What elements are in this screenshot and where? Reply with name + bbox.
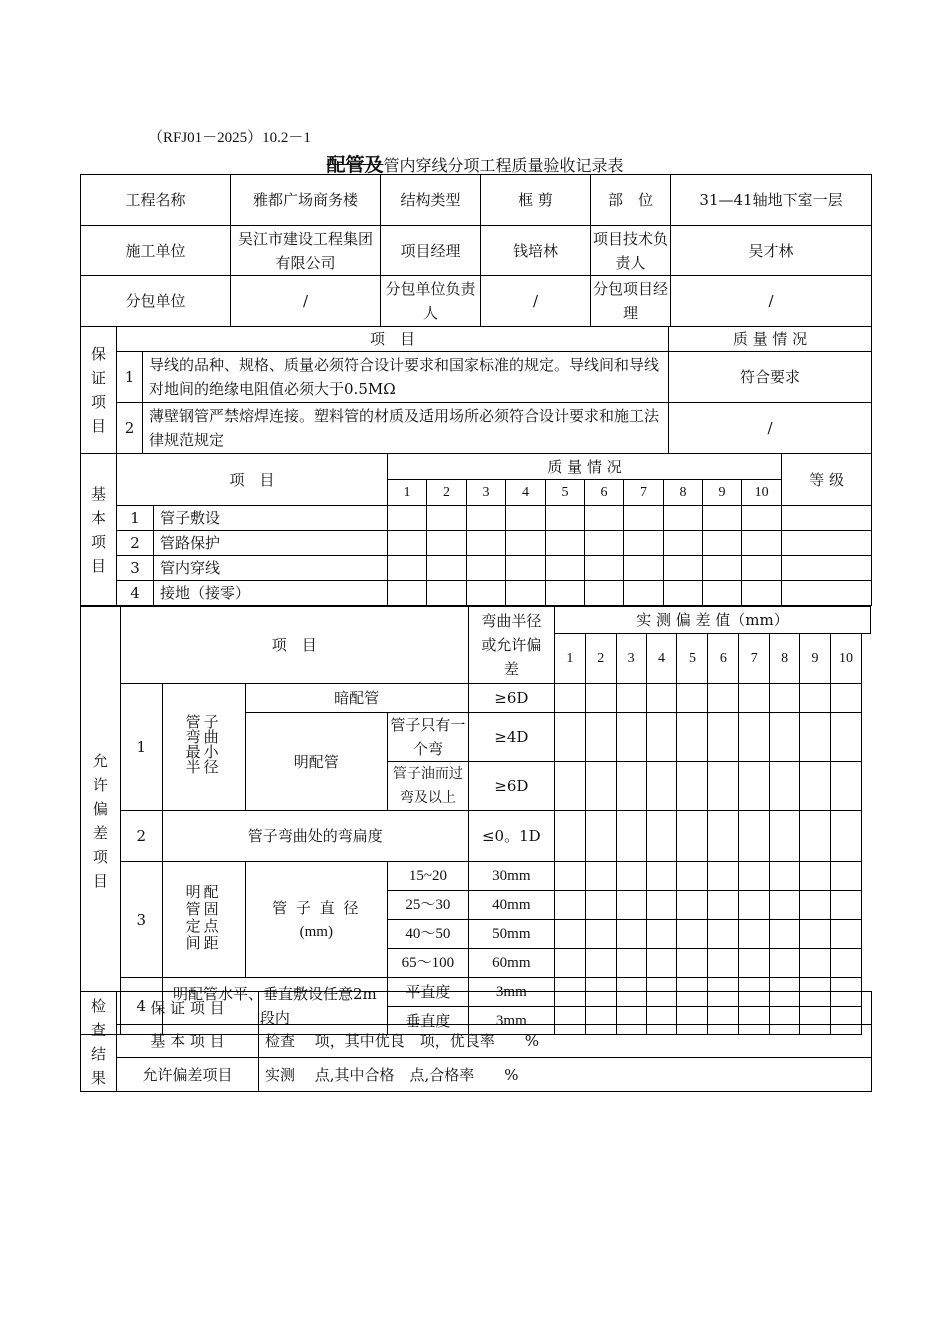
pm: 钱培林 (481, 226, 591, 276)
basic-text: 接地（接零） (154, 581, 388, 606)
dev-r3-range: 15~20 (388, 862, 469, 891)
basic-text: 管路保护 (154, 531, 388, 556)
basic-no: 2 (117, 531, 154, 556)
result-dev-text: 实测 点,其中合格 点,合格率 % (259, 1058, 872, 1092)
basic-col-item: 项 目 (117, 454, 388, 506)
basic-num: 7 (624, 480, 664, 506)
tech: 吴才林 (671, 226, 872, 276)
dev-r1-label: 管子弯曲最小半径 (162, 684, 245, 811)
dev-r4-val: 3mm (468, 978, 554, 1007)
dev-r1-concealed: 暗配管 (245, 684, 468, 713)
guarantee-text: 薄壁钢管严禁熔焊连接。塑料管的材质及适用场所必须符合设计要求和施工法律规范规定 (143, 403, 669, 454)
guarantee-table (80, 326, 872, 454)
basic-no: 4 (117, 581, 154, 606)
dev-num: 1 (554, 634, 585, 684)
structure-label: 结构类型 (381, 175, 481, 226)
basic-col-quality: 质 量 情 况 (388, 454, 782, 480)
dev-num: 7 (739, 634, 770, 684)
page-title (0, 150, 950, 177)
sub-lead-label: 分包单位负责人 (381, 276, 481, 327)
info-table (80, 174, 872, 327)
dev-num: 8 (770, 634, 800, 684)
guarantee-section: 保证项目 (81, 327, 117, 454)
dev-num: 2 (585, 634, 616, 684)
title-rest: 管内穿线分项工程质量验收记录表 (383, 156, 624, 175)
deviation-col-item: 项 目 (120, 607, 468, 684)
dev-r2-val: ≤0。1D (468, 811, 554, 862)
dev-r1-multi-bend-val: ≥6D (468, 762, 554, 811)
dev-r3-val: 40mm (468, 891, 554, 920)
guarantee-result: 符合要求 (669, 352, 872, 403)
result-section: 检查结果 (81, 992, 117, 1092)
dev-r3-val: 30mm (468, 862, 554, 891)
project-name-label: 工程名称 (81, 175, 231, 226)
basic-text: 管内穿线 (154, 556, 388, 581)
dev-num: 5 (677, 634, 708, 684)
dev-r3-val: 60mm (468, 949, 554, 978)
basic-row (81, 531, 872, 556)
basic-row (81, 581, 872, 606)
dev-r1-concealed-val: ≥6D (468, 684, 554, 713)
dev-no: 2 (120, 811, 162, 862)
deviation-section: 允许偏差项目 (81, 607, 121, 1035)
structure: 框 剪 (481, 175, 591, 226)
sub: / (231, 276, 381, 327)
dev-r4-text: 明配管水平、垂直敷设任意2m段内 (162, 978, 387, 1035)
result-dev-label: 允许偏差项目 (117, 1058, 259, 1092)
deviation-table (80, 606, 871, 1035)
guarantee-no: 1 (117, 352, 143, 403)
basic-num: 9 (703, 480, 742, 506)
guarantee-col-quality: 质 量 情 况 (669, 327, 872, 352)
guarantee-result: / (669, 403, 872, 454)
result-table (80, 991, 872, 1092)
dev-r1-exposed: 明配管 (245, 713, 388, 811)
guarantee-text: 导线的品种、规格、质量必须符合设计要求和国家标准的规定。导线间和导线对地间的绝缘电阻值必须大于0.5MΩ (143, 352, 669, 403)
deviation-col-measured: 实 测 偏 差 值（mm） (554, 607, 870, 634)
dev-r4-label: 垂直度 (388, 1007, 469, 1035)
basic-no: 1 (117, 506, 154, 531)
basic-num: 8 (664, 480, 703, 506)
dev-num: 9 (800, 634, 831, 684)
sub-label: 分包单位 (81, 276, 231, 327)
basic-num: 2 (427, 480, 467, 506)
project-name: 雅都广场商务楼 (231, 175, 381, 226)
basic-section: 基本项目 (81, 454, 117, 606)
basic-num: 5 (546, 480, 585, 506)
sub-pm-label: 分包项目经 理 (591, 276, 671, 327)
result-basic-label: 基 本 项 目 (117, 1025, 259, 1058)
dev-r3-range: 65～100 (388, 949, 469, 978)
dev-no: 3 (120, 862, 162, 978)
sub-lead: / (481, 276, 591, 327)
dev-r3-label: 明配管固定点间距 (162, 862, 245, 978)
basic-num: 4 (506, 480, 546, 506)
dev-num: 6 (708, 634, 739, 684)
tech-label: 项目技术负责人 (591, 226, 671, 276)
basic-col-grade: 等 级 (782, 454, 872, 506)
location: 31—41轴地下室一层 (671, 175, 872, 226)
dev-no: 4 (120, 978, 162, 1035)
guarantee-no: 2 (117, 403, 143, 454)
basic-table (80, 453, 872, 606)
guarantee-col-item: 项 目 (117, 327, 669, 352)
dev-r1-one-bend-val: ≥4D (468, 713, 554, 762)
form-code: （RFJ01－2025）10.2－1 (148, 130, 311, 146)
result-guarantee-label: 保 证 项 目 (117, 992, 259, 1025)
pm-label: 项目经理 (381, 226, 481, 276)
basic-num: 6 (585, 480, 624, 506)
dev-r4-label: 平直度 (388, 978, 469, 1007)
dev-num: 4 (646, 634, 677, 684)
basic-num: 10 (742, 480, 782, 506)
contractor-label: 施工单位 (81, 226, 231, 276)
dev-r1-multi-bend: 管子油而过弯及以上 (388, 762, 469, 811)
dev-r2-text: 管子弯曲处的弯扁度 (162, 811, 468, 862)
dev-no: 1 (120, 684, 162, 811)
deviation-col-radius: 弯曲半径或允许偏差 (468, 607, 554, 684)
dev-num: 3 (616, 634, 646, 684)
dev-r4-val: 3mm (468, 1007, 554, 1035)
title-bold: 配管及 (326, 154, 384, 176)
dev-num: 10 (830, 634, 861, 684)
dev-r3-val: 50mm (468, 920, 554, 949)
basic-row (81, 506, 872, 531)
contractor: 吴江市建设工程集团有限公司 (231, 226, 381, 276)
dev-r3-range: 25～30 (388, 891, 469, 920)
dev-r3-dia: 管 子 直 径 (mm) (245, 862, 388, 978)
basic-no: 3 (117, 556, 154, 581)
basic-text: 管子敷设 (154, 506, 388, 531)
location-label: 部 位 (591, 175, 671, 226)
basic-num: 1 (388, 480, 427, 506)
basic-row (81, 556, 872, 581)
dev-r1-one-bend: 管子只有一个弯 (388, 713, 469, 762)
sub-pm: / (671, 276, 872, 327)
dev-r3-range: 40～50 (388, 920, 469, 949)
result-basic-text: 检查 项，其中优良 项，优良率 % (259, 1025, 872, 1058)
basic-num: 3 (467, 480, 506, 506)
